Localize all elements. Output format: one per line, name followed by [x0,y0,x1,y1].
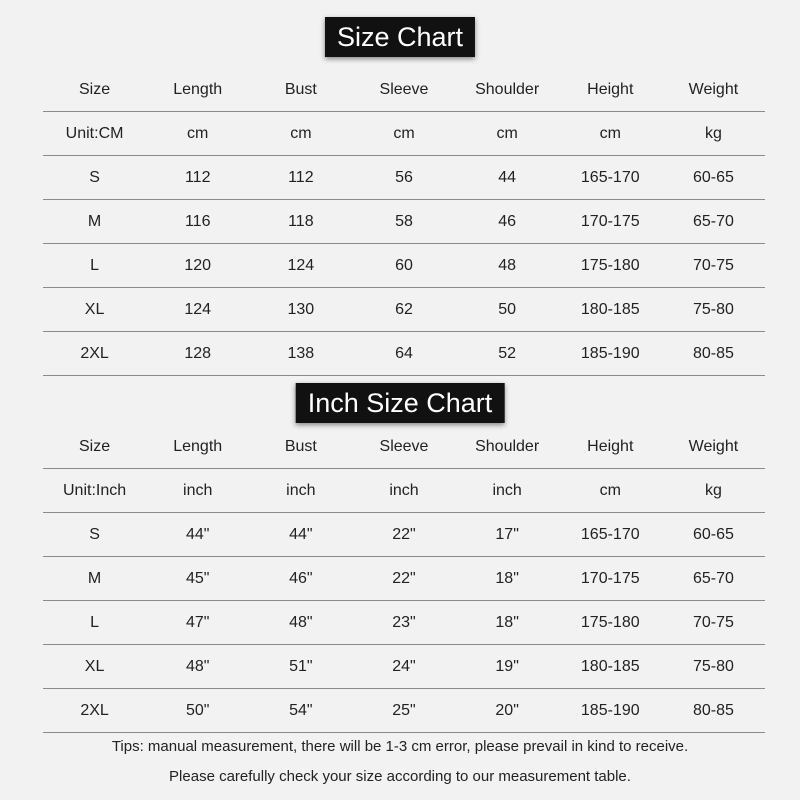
table-cell: 130 [287,301,315,318]
table-cell: 50 [498,301,517,318]
table-cell: M [87,213,102,230]
header-cell: Height [587,438,634,455]
table-cell: 44" [289,526,313,543]
header-cell: Bust [284,81,317,98]
table-cell: 124 [287,257,315,274]
table-row [43,469,765,513]
table-cell: 170-175 [580,213,640,230]
table-cell: cm [187,125,209,142]
table-cell: inch [183,482,213,499]
table-cell: 50" [185,702,210,719]
table-cell: Unit:Inch [63,482,127,499]
table-cell: 62 [395,301,413,318]
header-cell: Weight [688,438,739,455]
table-cell: XL [84,301,105,318]
table-cell: S [89,526,100,543]
table-cell: 80-85 [692,345,734,362]
table-cell: 18" [495,614,519,631]
table-cell: 45" [185,570,210,587]
table-cell: inch [286,482,316,499]
header-cell: Sleeve [379,81,429,98]
table-cell: M [87,570,102,587]
table-cell: 165-170 [580,169,640,186]
table-cell: Unit:CM [65,125,124,142]
table-cell: 52 [498,345,517,362]
table-cell: inch [389,482,419,499]
header-cell: Shoulder [475,81,540,98]
table-cell: 17" [495,526,519,543]
table-cell: 25" [392,702,416,719]
table-cell: L [90,614,100,631]
table-row [43,200,765,244]
table-cell: 47" [185,614,210,631]
table-header-row [43,68,765,112]
table-cell: 51" [289,658,313,675]
table-cell: 46" [289,570,313,587]
table-cell: 112 [288,169,314,186]
table-cell: 48" [289,614,313,631]
table-cell: 44" [185,526,210,543]
table-cell: 18" [495,570,519,587]
header-cell: Sleeve [379,438,429,455]
table-cell: cm [290,125,312,142]
table-cell: 60-65 [692,526,734,543]
table-cell: 170-175 [580,570,640,587]
size-check-note: Please carefully check your size according to our measurement table. [169,768,631,785]
table-cell: 2XL [80,345,109,362]
table-cell: XL [84,658,105,675]
table-row [43,645,765,689]
table-cell: inch [492,482,522,499]
table-cell: 56 [395,169,413,186]
table-header-row [43,425,765,469]
table-cell: 22" [392,570,416,587]
table-cell: 80-85 [692,702,734,719]
table-cell: cm [599,482,621,499]
table-cell: cm [393,125,415,142]
table-row [43,332,765,376]
table-row [43,557,765,601]
table-cell: 20" [495,702,519,719]
header-cell: Size [79,81,111,98]
size-chart-title: Size Chart [325,17,475,57]
table-cell: 70-75 [692,257,734,274]
inch-size-chart-title: Inch Size Chart [296,383,505,423]
table-cell: 60-65 [692,169,734,186]
table-cell: 64 [395,345,413,362]
table-row [43,288,765,332]
table-cell: 124 [184,301,212,318]
header-cell: Length [173,81,223,98]
header-cell: Weight [688,81,739,98]
table-cell: 180-185 [580,301,640,318]
table-row [43,601,765,645]
table-cell: 175-180 [580,614,640,631]
table-cell: L [90,257,100,274]
measurement-tip: Tips: manual measurement, there will be 1-3 cm error, please prevail in kind to receive. [111,738,689,755]
table-cell: cm [599,125,621,142]
table-cell: 118 [288,213,314,230]
table-cell: cm [496,125,518,142]
table-cell: 44 [498,169,517,186]
table-row [43,689,765,733]
table-cell: 48" [185,658,210,675]
table-cell: 46 [498,213,517,230]
table-cell: 112 [184,169,211,186]
table-row [43,156,765,200]
header-cell: Height [587,81,634,98]
table-row [43,513,765,557]
cm-size-table [43,68,765,376]
table-cell: 75-80 [692,301,734,318]
table-row [43,244,765,288]
header-cell: Size [79,438,111,455]
header-cell: Length [173,438,223,455]
table-cell: 165-170 [580,526,640,543]
table-cell: 185-190 [580,345,640,362]
table-cell: 65-70 [692,213,734,230]
table-cell: 24" [392,658,416,675]
table-cell: 19" [495,658,519,675]
table-cell: kg [704,482,722,499]
table-cell: 185-190 [580,702,640,719]
table-cell: 48 [498,257,517,274]
table-cell: 116 [184,213,211,230]
table-cell: 138 [287,345,315,362]
table-cell: 128 [184,345,212,362]
table-cell: S [89,169,100,186]
table-cell: 120 [184,257,212,274]
inch-size-table [43,425,765,733]
header-cell: Shoulder [475,438,540,455]
table-cell: 70-75 [692,614,734,631]
table-cell: 23" [392,614,416,631]
table-cell: 175-180 [580,257,640,274]
table-cell: 180-185 [580,658,640,675]
table-cell: 22" [392,526,416,543]
table-row [43,112,765,156]
table-cell: 75-80 [692,658,734,675]
table-cell: 2XL [80,702,109,719]
table-cell: 54" [289,702,313,719]
table-cell: 65-70 [692,570,734,587]
table-cell: 60 [395,257,413,274]
table-cell: 58 [395,213,413,230]
header-cell: Bust [284,438,317,455]
table-cell: kg [704,125,722,142]
